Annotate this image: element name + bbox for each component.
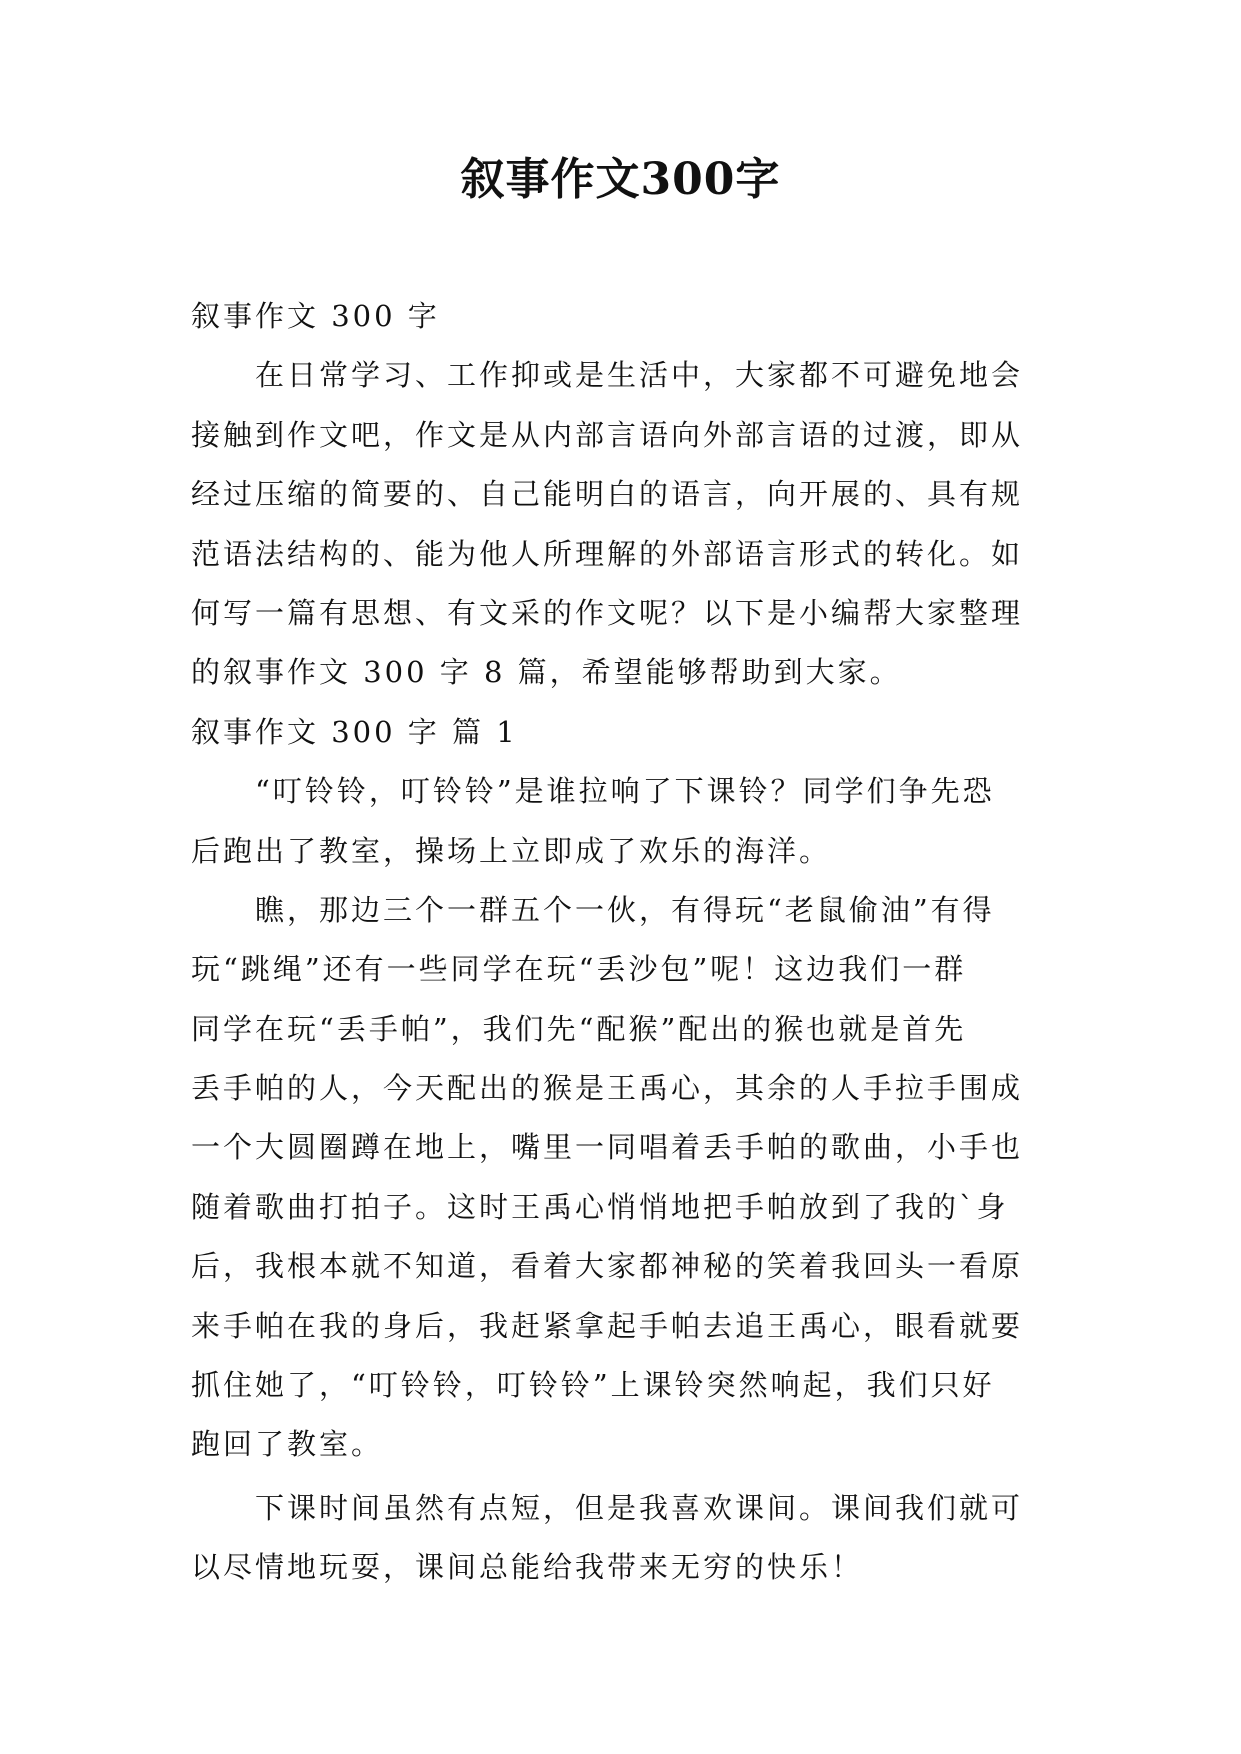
essay-heading: 叙事作文 300 字	[191, 299, 440, 333]
paragraph-line: 后跑出了教室，操场上立即成了欢乐的海洋。	[191, 833, 832, 868]
paragraph-line: 下课时间虽然有点短，但是我喜欢课间。课间我们就可	[255, 1490, 1024, 1525]
paragraph-line: 丢手帕的人，今天配出的猴是王禹心，其余的人手拉手围成	[191, 1071, 1024, 1106]
intro-line: 接触到作文吧，作文是从内部言语向外部言语的过渡，即从	[191, 417, 1024, 452]
paragraph-line: 后，我根本就不知道，看着大家都神秘的笑着我回头一看原	[191, 1249, 1024, 1284]
document-title: 叙事作文300字	[460, 154, 781, 205]
intro-line: 在日常学习、工作抑或是生活中，大家都不可避免地会	[255, 358, 1024, 393]
paragraph-line: 跑回了教室。	[191, 1427, 384, 1462]
paragraph-line: 以尽情地玩耍，课间总能给我带来无穷的快乐！	[191, 1550, 864, 1585]
paragraph-line: “叮铃铃，叮铃铃”是谁拉响了下课铃？同学们争先恐	[255, 774, 995, 809]
paragraph-line: 抓住她了，“叮铃铃，叮铃铃”上课铃突然响起，我们只好	[191, 1368, 995, 1403]
paragraph-line: 一个大圆圈蹲在地上，嘴里一同唱着丢手帕的歌曲，小手也	[191, 1130, 1024, 1165]
paragraph-line: 玩“跳绳”还有一些同学在玩“丢沙包”呢！这边我们一群	[191, 952, 967, 987]
document-body	[191, 287, 1051, 1598]
intro-line: 何写一篇有思想、有文采的作文呢？以下是小编帮大家整理	[191, 595, 1024, 630]
intro-line: 经过压缩的简要的、自己能明白的语言，向开展的、具有规	[191, 477, 1024, 512]
section-heading: 叙事作文 300 字 篇 1	[191, 714, 518, 749]
paragraph-line: 来手帕在我的身后，我赶紧拿起手帕去追王禹心，眼看就要	[191, 1308, 1024, 1343]
intro-line: 的叙事作文 300 字 8 篇，希望能够帮助到大家。	[191, 655, 902, 690]
paragraph-line: 同学在玩“丢手帕”，我们先“配猴”配出的猴也就是首先	[191, 1011, 967, 1046]
intro-line: 范语法结构的、能为他人所理解的外部语言形式的转化。如	[191, 536, 1024, 571]
paragraph-line: 瞧，那边三个一群五个一伙，有得玩“老鼠偷油”有得	[255, 892, 995, 927]
paragraph-line: 随着歌曲打拍子。这时王禹心悄悄地把手帕放到了我的`身	[191, 1189, 1009, 1224]
